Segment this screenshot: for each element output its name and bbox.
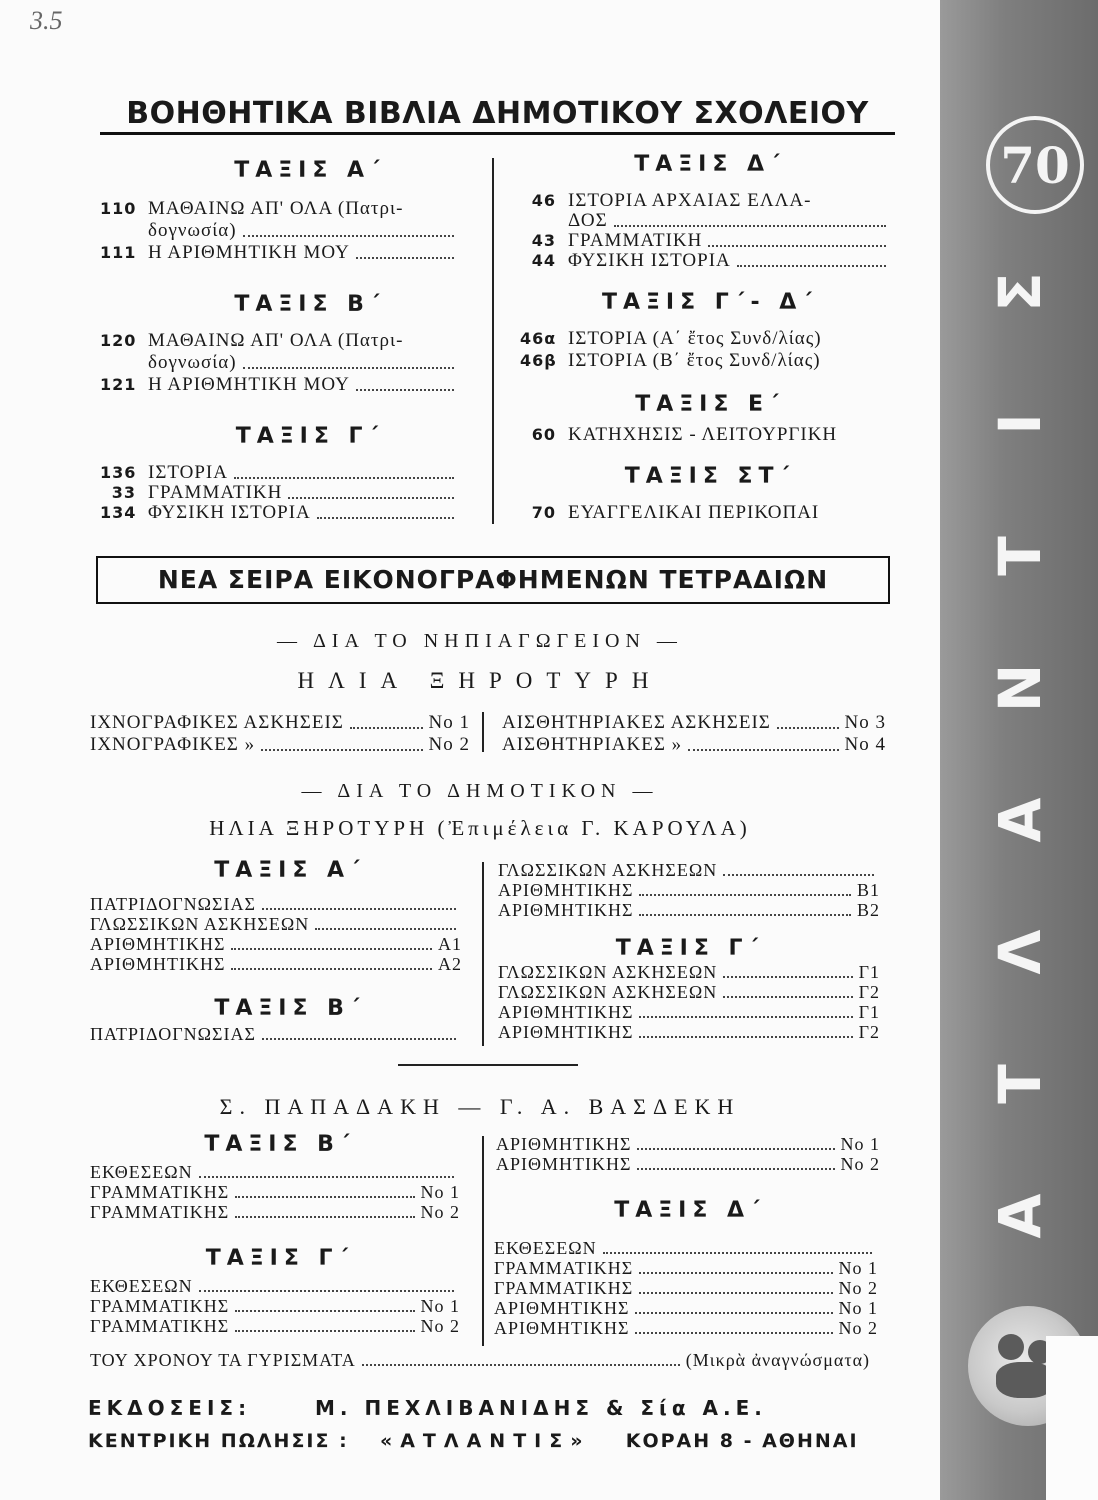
workbook-code: Νο 1 (838, 1258, 878, 1278)
dot-leader (639, 902, 851, 916)
workbook-row (498, 962, 880, 983)
book-title: ΙΣΤΟΡΙΑ (Β΄ ἔτος Συνδ/λίας) (568, 350, 821, 371)
workbook-row (498, 860, 880, 881)
dot-leader (262, 896, 456, 910)
dot-leader (737, 253, 886, 267)
book-number: 70 (531, 503, 556, 522)
book-row (100, 198, 460, 220)
column-divider (492, 158, 494, 524)
workbook-title: ΓΛΩΣΣΙΚΩΝ ΑΣΚΗΣΕΩΝ (498, 982, 718, 1002)
dot-leader (639, 1280, 832, 1294)
book-number: 46α (520, 329, 557, 348)
dot-leader (639, 1004, 852, 1018)
sales-label: ΚΕΝΤΡΙΚΗ ΠΩΛΗΣΙΣ : (88, 1430, 349, 1452)
dot-leader (243, 355, 454, 369)
dot-leader (235, 1298, 414, 1312)
dot-leader (708, 233, 886, 247)
book-row (520, 190, 892, 212)
workbook-code: Γ1 (858, 1002, 880, 1022)
dot-leader (723, 964, 852, 978)
workbook-row (90, 1276, 460, 1297)
workbook-title: ΑΙΣΘΗΤΗΡΙΑΚΕΣ ΑΣΚΗΣΕΙΣ (502, 712, 771, 733)
book-title: ΙΣΤΟΡΙΑ ΑΡΧΑΙΑΣ ΕΛΛΑ- (568, 190, 812, 211)
book-title: Η ΑΡΙΘΜΗΤΙΚΗ ΜΟΥ (148, 374, 350, 395)
workbook-title: ΑΡΙΘΜΗΤΙΚΗΣ (498, 1022, 634, 1042)
book-number: 43 (531, 231, 556, 250)
class-heading: ΤΑΞΙΣ Γ΄ (615, 936, 765, 961)
book-number: 46β (520, 351, 557, 370)
dot-leader (262, 1026, 456, 1040)
workbook-row (90, 734, 470, 756)
book-title: ΕΥΑΓΓΕΛΙΚΑΙ ΠΕΡΙΚΟΠΑΙ (568, 502, 820, 523)
workbook-code: Νο 2 (428, 734, 470, 755)
book-row (100, 502, 460, 524)
workbook-title: ΓΡΑΜΜΑΤΙΚΗΣ (90, 1182, 230, 1202)
spine-letter: Τ (986, 1064, 1054, 1104)
box-title: ΝΕΑ ΣΕΙΡΑ ΕΙΚΟΝΟΓΡΑΦΗΜΕΝΩΝ ΤΕΤΡΑΔΙΩΝ (96, 556, 890, 604)
workbook-row (498, 982, 880, 1003)
series-number-badge: 70 (986, 116, 1084, 214)
dot-leader (777, 715, 839, 729)
dot-leader (614, 213, 886, 227)
workbook-row (502, 712, 886, 734)
book-row (520, 502, 892, 524)
workbook-title: ΑΡΙΘΜΗΤΙΚΗΣ (494, 1318, 630, 1338)
class-heading: ΤΑΞΙΣ Δ΄ (614, 1198, 766, 1223)
dot-leader (635, 1300, 832, 1314)
workbook-code: Νο 2 (838, 1318, 878, 1338)
dot-leader (315, 916, 456, 930)
workbook-title: ΑΡΙΘΜΗΤΙΚΗΣ (498, 900, 634, 920)
dot-leader (261, 737, 422, 751)
spine-letter: Τ (986, 536, 1054, 576)
page-title: ΒΟΗΘΗΤΙΚΑ ΒΙΒΛΙΑ ΔΗΜΟΤΙΚΟΥ ΣΧΟΛΕΙΟΥ (100, 96, 895, 135)
nursery-divider (482, 712, 484, 752)
workbook-code: Νο 1 (420, 1182, 460, 1202)
dot-leader (637, 1156, 834, 1170)
workbook-title: ΑΡΙΘΜΗΤΙΚΗΣ (496, 1154, 632, 1174)
extra-book-row (90, 1350, 870, 1371)
class-heading: ΤΑΞΙΣ Β΄ (204, 1132, 356, 1157)
dot-leader (234, 465, 454, 479)
book-title: ΦΥΣΙΚΗ ΙΣΤΟΡΙΑ (568, 250, 731, 271)
workbook-code: Νο 2 (838, 1278, 878, 1298)
dot-leader (317, 505, 454, 519)
dot-leader (231, 936, 432, 950)
spine-letter: Σ (986, 272, 1054, 312)
workbook-title: ΑΙΣΘΗΤΗΡΙΑΚΕΣ » (502, 734, 683, 755)
workbook-code: Νο 4 (844, 734, 886, 755)
book-row (520, 350, 892, 372)
workbook-code: Νο 2 (420, 1202, 460, 1222)
class-heading: ΤΑΞΙΣ Α΄ (214, 858, 366, 883)
workbook-code: Νο 2 (840, 1154, 880, 1174)
workbook-title: ΓΡΑΜΜΑΤΙΚΗΣ (90, 1316, 230, 1336)
papadaki-author: Σ. ΠΑΠΑΔΑΚΗ — Γ. Α. ΒΑΣΔΕΚΗ (219, 1094, 741, 1119)
workbook-title: ΑΡΙΘΜΗΤΙΚΗΣ (90, 954, 226, 974)
pencil-note: 3.5 (30, 6, 63, 35)
workbook-row (90, 1296, 460, 1317)
workbook-row (498, 900, 880, 921)
class-heading: ΤΑΞΙΣ Β΄ (234, 292, 386, 317)
workbook-title: ΓΡΑΜΜΑΤΙΚΗΣ (494, 1258, 634, 1278)
book-number: 120 (100, 331, 137, 350)
sales-line (88, 1430, 878, 1452)
workbook-code: Γ2 (858, 1022, 880, 1042)
dot-leader (243, 223, 454, 237)
dot-leader (362, 1352, 680, 1366)
spine-band (940, 0, 1098, 1500)
book-number: 111 (100, 243, 137, 262)
book-title: δογνωσία) (148, 352, 237, 373)
workbook-title: ΕΚΘΕΣΕΩΝ (90, 1162, 193, 1182)
workbook-title: ΕΚΘΕΣΕΩΝ (90, 1276, 193, 1296)
workbook-title: ΑΡΙΘΜΗΤΙΚΗΣ (498, 880, 634, 900)
book-number: 60 (531, 425, 556, 444)
sales-brand: «ΑΤΛΑΝΤΙΣ» (379, 1430, 591, 1452)
dot-leader (199, 1164, 454, 1178)
workbook-code: Γ1 (858, 962, 880, 982)
dot-leader (288, 485, 454, 499)
sales-address: ΚΟΡΑΗ 8 - ΑΘΗΝΑΙ (625, 1430, 859, 1452)
workbook-code: Νο 1 (840, 1134, 880, 1154)
book-title: ΦΥΣΙΚΗ ΙΣΤΟΡΙΑ (148, 502, 311, 523)
book-number: 33 (111, 483, 136, 502)
workbook-title: ΠΑΤΡΙΔΟΓΝΩΣΙΑΣ (90, 894, 256, 914)
workbook-title: ΕΚΘΕΣΕΩΝ (494, 1238, 597, 1258)
book-title: ΙΣΤΟΡΙΑ (Α΄ ἔτος Συνδ/λίας) (568, 328, 822, 349)
book-title: ΜΑΘΑΙΝΩ ΑΠ' ΟΛΑ (Πατρι- (148, 198, 404, 219)
spine-letter: Α (986, 797, 1054, 843)
nursery-label: — ΔΙΑ ΤΟ ΝΗΠΙΑΓΩΓΕΙΟΝ — (277, 630, 683, 652)
nursery-author: ΗΛΙΑ ΞΗΡΟΤΥΡΗ (297, 668, 663, 693)
class-heading: ΤΑΞΙΣ Α΄ (234, 158, 386, 183)
book-number: 44 (531, 251, 556, 270)
book-title: ΓΡΑΜΜΑΤΙΚΗ (568, 230, 703, 251)
workbook-row (496, 1134, 880, 1155)
workbook-title: ΑΡΙΘΜΗΤΙΚΗΣ (494, 1298, 630, 1318)
workbook-row (90, 894, 462, 915)
dot-leader (723, 984, 852, 998)
dot-leader (635, 1320, 832, 1334)
workbook-row (494, 1278, 878, 1299)
publisher-label: ΕΚΔΟΣΕΙΣ: (88, 1396, 252, 1420)
book-number: 110 (100, 199, 137, 218)
workbook-row (498, 1002, 880, 1023)
book-row (100, 462, 460, 484)
workbook-title: ΓΛΩΣΣΙΚΩΝ ΑΣΚΗΣΕΩΝ (498, 860, 718, 880)
book-title: ΓΡΑΜΜΑΤΙΚΗ (148, 482, 283, 503)
workbook-row (498, 1022, 880, 1043)
workbook-title: ΓΛΩΣΣΙΚΩΝ ΑΣΚΗΣΕΩΝ (498, 962, 718, 982)
workbook-row (90, 1202, 460, 1223)
workbook-title: ΓΡΑΜΜΑΤΙΚΗΣ (90, 1296, 230, 1316)
dot-leader (639, 1024, 852, 1038)
class-heading: ΤΑΞΙΣ Γ΄- Δ΄ (601, 290, 819, 315)
spine-letter: Ν (986, 663, 1054, 713)
workbook-row (502, 734, 886, 756)
workbook-row (90, 1162, 460, 1183)
extra-book-title: ΤΟΥ ΧΡΟΝΟΥ ΤΑ ΓΥΡΙΣΜΑΤΑ (90, 1350, 356, 1370)
book-row (100, 242, 460, 264)
dot-leader (350, 715, 423, 729)
workbook-title: ΙΧΝΟΓΡΑΦΙΚΕΣ ΑΣΚΗΣΕΙΣ (90, 712, 344, 733)
spine-letter: Λ (986, 929, 1054, 975)
workbook-code: Νο 3 (844, 712, 886, 733)
workbook-code: Γ2 (858, 982, 880, 1002)
book-number: 46 (531, 191, 556, 210)
book-row (100, 220, 460, 242)
primary-divider (482, 862, 484, 1046)
publisher-line (88, 1396, 878, 1420)
dot-leader (199, 1278, 454, 1292)
book-number: 136 (100, 463, 137, 482)
dot-leader (637, 1136, 834, 1150)
workbook-title: ΑΡΙΘΜΗΤΙΚΗΣ (90, 934, 226, 954)
class-heading: ΤΑΞΙΣ Γ΄ (235, 424, 385, 449)
book-title: δογνωσία) (148, 220, 237, 241)
spine-letter: Α (986, 1193, 1054, 1239)
primary-author: ΗΛΙΑ ΞΗΡΟΤΥΡΗ (Ἐπιμέλεια Γ. ΚΑΡΟΥΛΑ) (209, 816, 751, 840)
class-heading: ΤΑΞΙΣ Ε΄ (635, 392, 785, 417)
book-row (100, 330, 460, 352)
class-heading: ΤΑΞΙΣ ΣΤ΄ (624, 464, 796, 489)
workbook-title: ΑΡΙΘΜΗΤΙΚΗΣ (496, 1134, 632, 1154)
dot-leader (603, 1240, 872, 1254)
section-rule (398, 1064, 578, 1066)
book-row (100, 374, 460, 396)
workbook-row (90, 954, 462, 975)
book-title: ΚΑΤΗΧΗΣΙΣ - ΛΕΙΤΟΥΡΓΙΚΗ (568, 424, 838, 445)
workbook-code: Νο 1 (838, 1298, 878, 1318)
book-row (520, 328, 892, 350)
workbook-row (494, 1298, 878, 1319)
workbook-row (498, 880, 880, 901)
workbook-row (90, 1182, 460, 1203)
book-title: ΙΣΤΟΡΙΑ (148, 462, 228, 483)
dot-leader (356, 245, 454, 259)
book-row (520, 210, 892, 232)
publisher-name: Μ. ΠΕΧΛΙΒΑΝΙΔΗΣ & Σία Α.Ε. (315, 1396, 767, 1420)
book-row (520, 424, 892, 446)
workbook-code: Β1 (856, 880, 880, 900)
book-row (520, 250, 892, 272)
dot-leader (723, 862, 874, 876)
workbook-title: ΠΑΤΡΙΔΟΓΝΩΣΙΑΣ (90, 1024, 256, 1044)
dot-leader (235, 1184, 414, 1198)
book-number: 134 (100, 503, 137, 522)
book-title: Η ΑΡΙΘΜΗΤΙΚΗ ΜΟΥ (148, 242, 350, 263)
workbook-row (90, 1024, 462, 1045)
workbook-row (90, 914, 462, 935)
book-row (520, 230, 892, 252)
primary-label: — ΔΙΑ ΤΟ ΔΗΜΟΤΙΚΟΝ — (301, 780, 659, 802)
workbook-row (494, 1258, 878, 1279)
class-heading: ΤΑΞΙΣ Δ΄ (634, 152, 786, 177)
workbook-row (90, 1316, 460, 1337)
book-title: ΜΑΘΑΙΝΩ ΑΠ' ΟΛΑ (Πατρι- (148, 330, 404, 351)
workbook-row (90, 934, 462, 955)
workbook-code: Β2 (856, 900, 880, 920)
workbook-code: Α2 (438, 954, 462, 974)
spine-letter: Ι (986, 413, 1054, 435)
dot-leader (235, 1204, 414, 1218)
class-heading: ΤΑΞΙΣ Β΄ (214, 996, 366, 1021)
papadaki-divider (482, 1136, 484, 1346)
book-row (100, 352, 460, 374)
book-title: ΔΟΣ (568, 210, 608, 231)
workbook-title: ΓΡΑΜΜΑΤΙΚΗΣ (90, 1202, 230, 1222)
workbook-title: ΓΡΑΜΜΑΤΙΚΗΣ (494, 1278, 634, 1298)
workbook-row (90, 712, 470, 734)
workbook-row (494, 1318, 878, 1339)
workbook-title: ΓΛΩΣΣΙΚΩΝ ΑΣΚΗΣΕΩΝ (90, 914, 310, 934)
workbook-row (496, 1154, 880, 1175)
extra-book-note: (Μικρὰ ἀναγνώσματα) (685, 1350, 870, 1370)
cover-edge (1046, 1336, 1098, 1500)
dot-leader (688, 737, 838, 751)
workbook-row (494, 1238, 878, 1259)
book-row (100, 482, 460, 504)
workbook-code: Νο 2 (420, 1316, 460, 1336)
class-heading: ΤΑΞΙΣ Γ΄ (205, 1246, 355, 1271)
dot-leader (231, 956, 432, 970)
dot-leader (235, 1318, 414, 1332)
dot-leader (356, 377, 454, 391)
workbook-code: Νο 1 (428, 712, 470, 733)
workbook-code: Νο 1 (420, 1296, 460, 1316)
workbook-code: Α1 (438, 934, 462, 954)
dot-leader (639, 1260, 832, 1274)
workbook-title: ΑΡΙΘΜΗΤΙΚΗΣ (498, 1002, 634, 1022)
book-number: 121 (100, 375, 137, 394)
dot-leader (639, 882, 851, 896)
workbook-title: ΙΧΝΟΓΡΑΦΙΚΕΣ » (90, 734, 256, 755)
